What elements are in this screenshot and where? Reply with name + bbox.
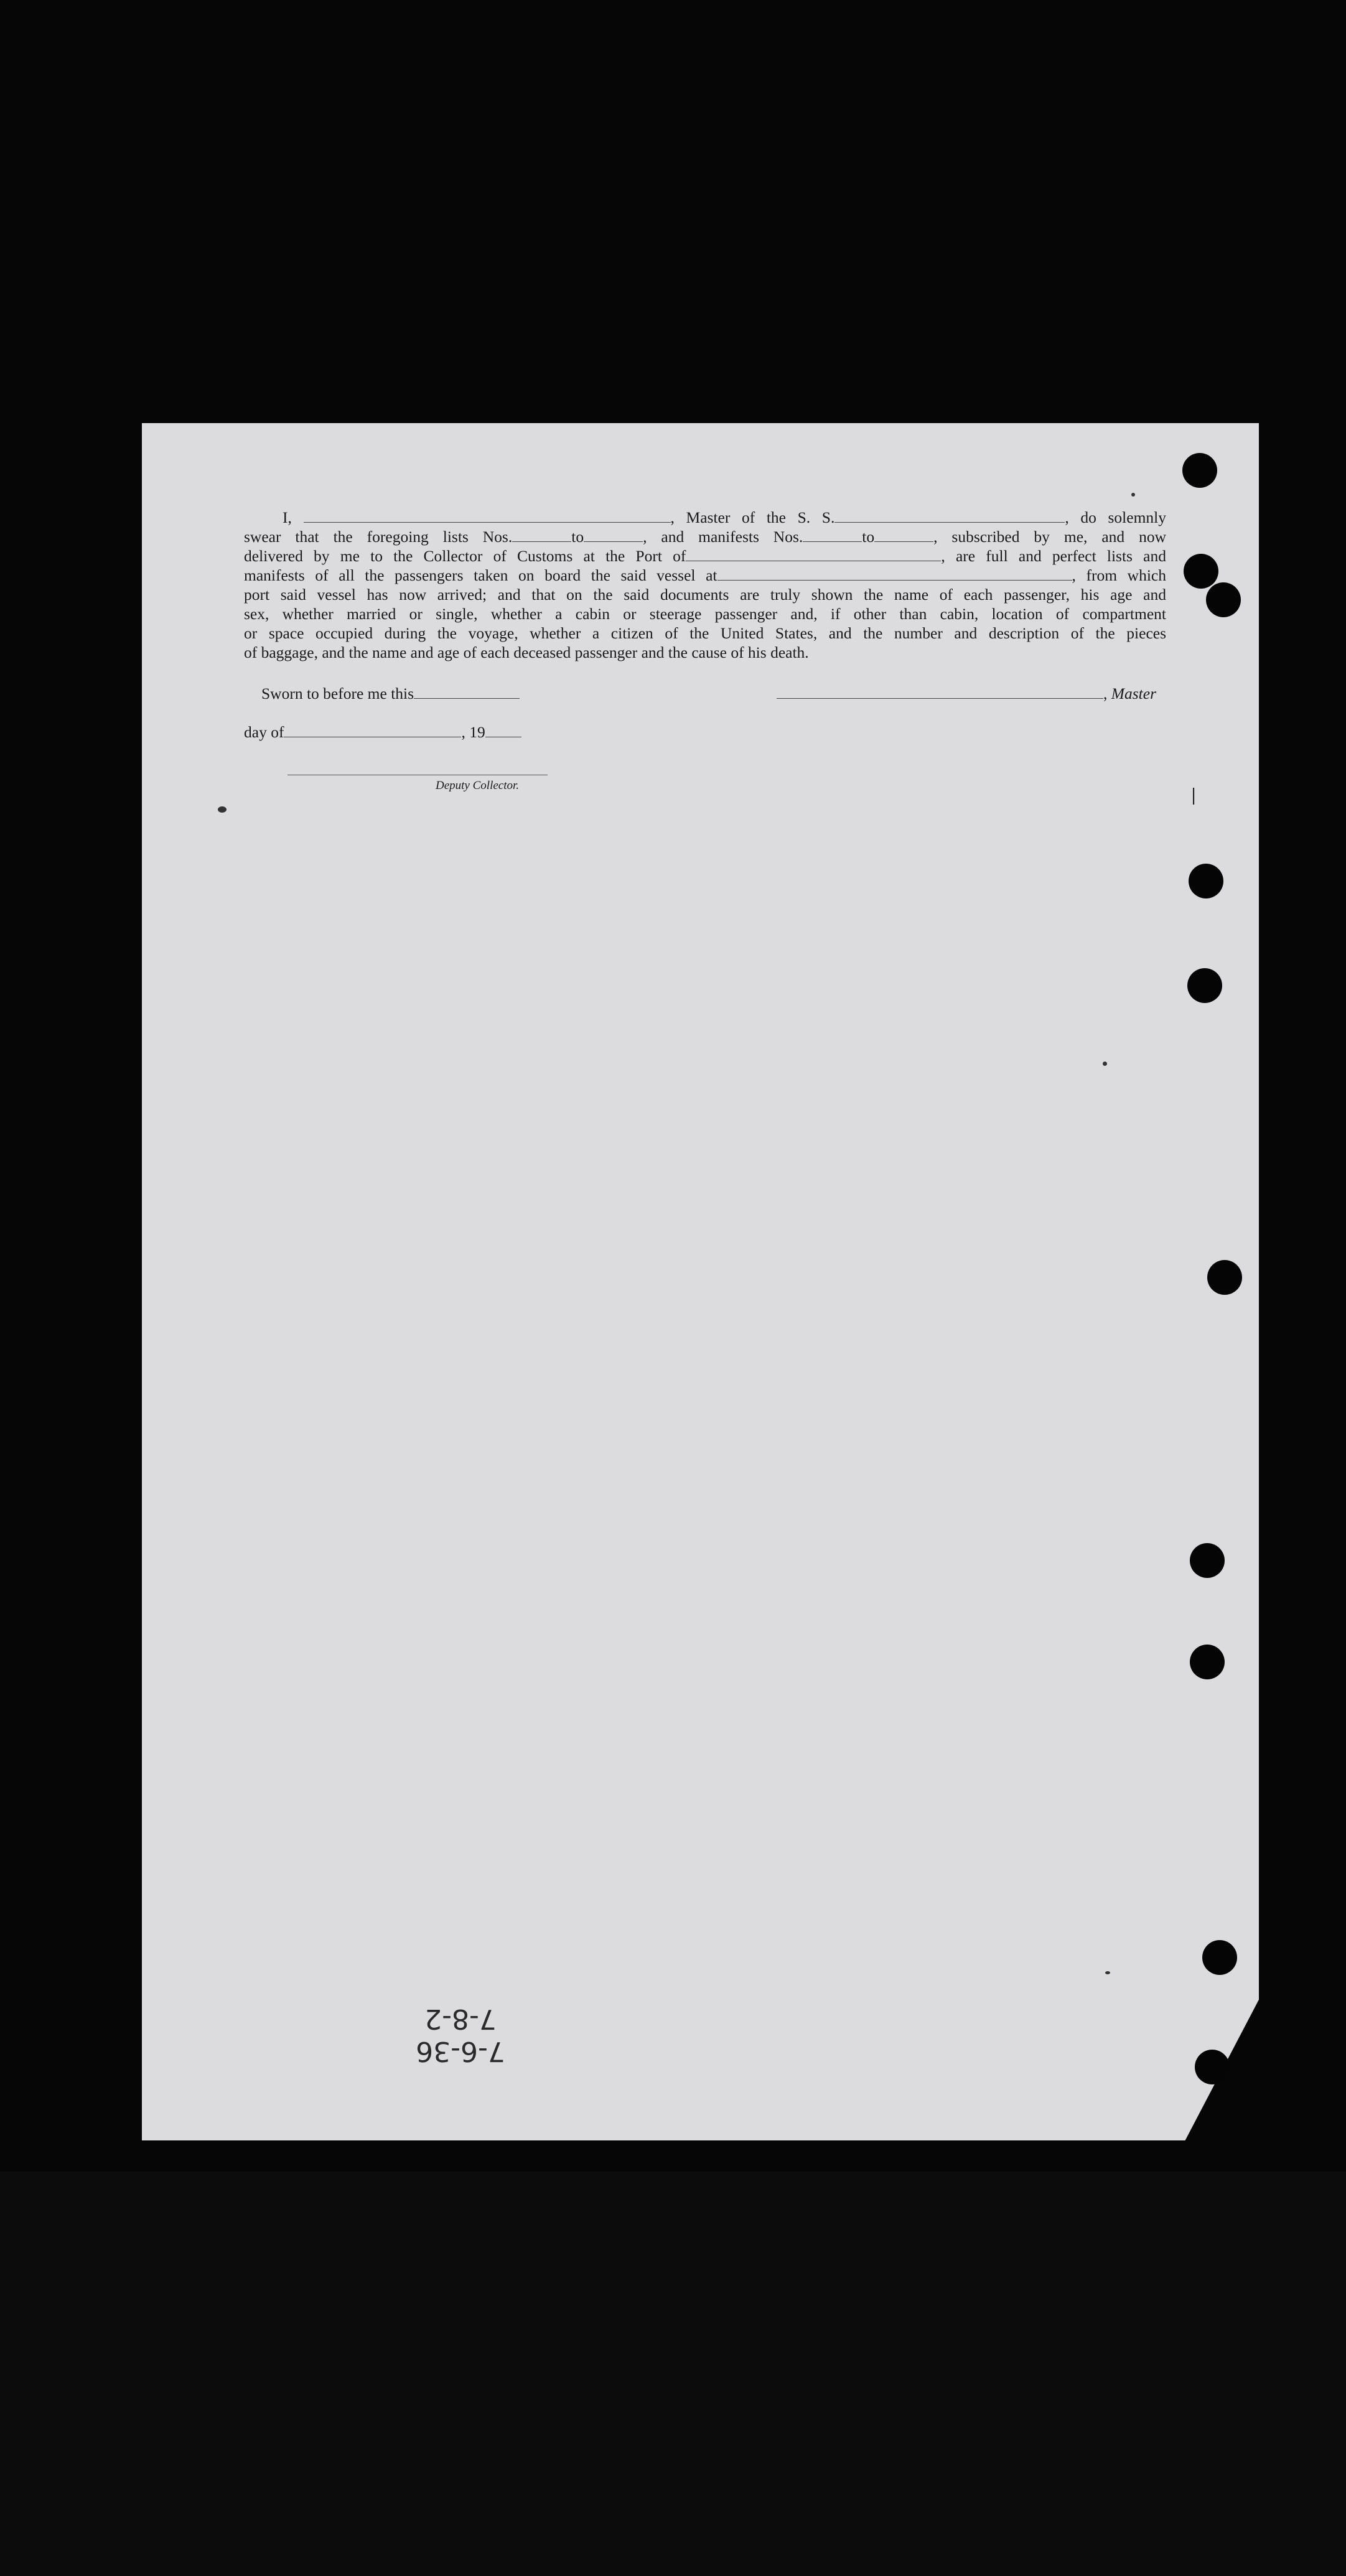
oath-paragraph <box>244 508 1166 662</box>
oath-line-3 <box>244 546 1166 566</box>
ship-name-blank <box>834 510 1065 523</box>
oath-line-2 <box>244 527 1166 546</box>
binder-hole <box>1182 453 1217 488</box>
date-line <box>244 723 521 742</box>
month-blank <box>284 724 461 737</box>
master-name-blank <box>304 510 671 523</box>
manifest-sheet <box>142 423 1259 2140</box>
oath-line-7: or space occupied during the voyage, whether a citizen of the United States, and the number and description of the pieces <box>244 624 1166 642</box>
oath-text: delivered by me to the Collector of Customs at the Port of <box>244 547 686 565</box>
dust-speck <box>1131 493 1135 497</box>
oath-text: , are full and perfect lists and <box>941 547 1166 565</box>
binder-hole <box>1190 1543 1225 1578</box>
oath-text: manifests of all the passengers taken on board the said vessel at <box>244 566 717 584</box>
oath-line-5: port said vessel has now arrived; and that on the said documents are truly shown the name of each passenger, his age and <box>244 586 1166 604</box>
binder-hole <box>1206 582 1241 617</box>
list-from-blank <box>512 529 571 542</box>
binder-hole <box>1189 864 1223 898</box>
list-to-blank <box>584 529 643 542</box>
year-blank <box>485 724 521 737</box>
oath-text: , Master of the S. S. <box>670 508 835 526</box>
handwritten-line: 7-6-36 <box>416 2035 505 2067</box>
dust-speck <box>218 806 227 813</box>
master-signature-blank <box>777 686 1103 699</box>
binder-hole <box>1184 554 1218 589</box>
scan-lower-band <box>0 2172 1346 2576</box>
oath-line-6: sex, whether married or single, whether a cabin or steerage passenger and, if other than cabin, location of compartment <box>244 605 1166 623</box>
oath-text: to <box>862 528 875 546</box>
manifest-from-blank <box>803 529 862 542</box>
sworn-day-blank <box>414 686 520 699</box>
dust-speck <box>1105 1971 1110 1974</box>
master-signature-line <box>777 684 1156 703</box>
oath-text: , and manifests Nos. <box>643 528 803 546</box>
oath-text: to <box>571 528 584 546</box>
binder-hole <box>1195 2050 1230 2084</box>
oath-text: , subscribed by me, and now <box>933 528 1166 546</box>
oath-line-4 <box>244 566 1166 585</box>
oath-line-8: of baggage, and the name and age of each deceased passenger and the cause of his death. <box>244 643 809 661</box>
day-of-text: day of <box>244 723 284 741</box>
sworn-text: Sworn to before me this <box>261 684 414 702</box>
departure-port-blank <box>717 567 1072 581</box>
handwritten-line: 7-8-2 <box>424 2003 497 2035</box>
master-comma: , <box>1103 684 1108 702</box>
binder-hole <box>1202 1940 1237 1975</box>
oath-text: I, <box>283 508 292 526</box>
binder-hole <box>1190 1645 1225 1679</box>
handwritten-notation <box>386 2002 535 2067</box>
sworn-line <box>261 684 520 703</box>
master-label: Master <box>1111 684 1156 702</box>
oath-text: , do solemnly <box>1065 508 1167 526</box>
manifest-to-blank <box>874 529 933 542</box>
oath-line-1 <box>244 508 1166 527</box>
year-prefix: , 19 <box>461 723 485 741</box>
oath-text: , from which <box>1072 566 1166 584</box>
dust-speck <box>1103 1062 1107 1066</box>
binder-hole <box>1187 968 1222 1003</box>
port-blank <box>686 548 941 561</box>
oath-text: swear that the foregoing lists Nos. <box>244 528 513 546</box>
deputy-collector-label: Deputy Collector. <box>436 779 520 792</box>
margin-mark: — <box>1183 786 1205 806</box>
binder-hole <box>1207 1260 1242 1295</box>
